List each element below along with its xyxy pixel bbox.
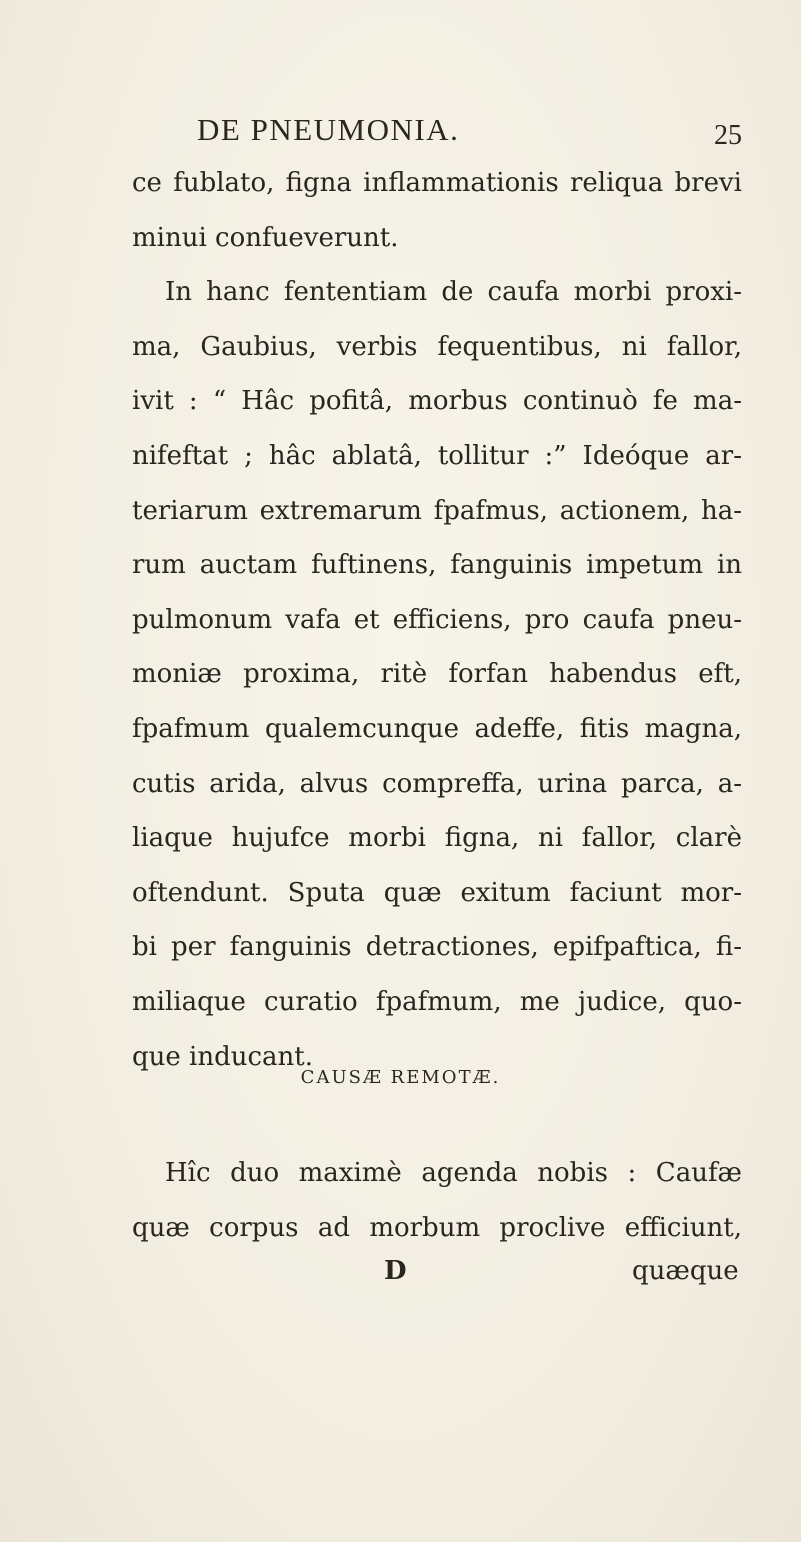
text-line: In hanc fententiam de caufa morbi proxi- [165,277,742,308]
section-heading: CAUSÆ REMOTÆ. [300,1067,501,1088]
section-paragraph [132,1146,742,1255]
text-line: ivit : “ Hâc pofitâ, morbus continuò fe ma- [132,386,742,417]
text-line: quæ corpus ad morbum proclive efficiunt, [132,1212,742,1243]
catchword: quæque [632,1256,739,1286]
text-line: moniæ proxima, ritè forfan habendus eft, [132,659,742,690]
text-line: liaque hujufce morbi figna, ni fallor, clarè [132,823,742,854]
text-line: que inducant. [132,1041,314,1072]
text-line: Hîc duo maximè agenda nobis : Caufæ [165,1158,742,1188]
text-line: cutis arida, alvus compreffa, urina parca, a- [132,768,742,799]
text-line: minui confueverunt. [132,222,399,253]
page-header [0,112,801,152]
text-line: fpafmum qualemcunque adeffe, fitis magna, [132,713,742,744]
signature-mark: D [384,1256,407,1286]
text-line: pulmonum vafa et efficiens, pro caufa pneu- [132,604,742,635]
text-line: nifeftat ; hâc ablatâ, tollitur :” Ideóque ar- [132,440,742,471]
text-line: bi per fanguinis detractiones, epifpaftica, fi- [132,932,742,963]
text-line: rum auctam fuftinens, fanguinis impetum in [132,550,742,581]
text-line: ma, Gaubius, verbis fequentibus, ni fallor, [132,331,742,362]
text-line: oftendunt. Sputa quæ exitum faciunt mor- [132,877,742,908]
text-line: miliaque curatio fpafmum, me judice, quo- [132,986,742,1017]
running-head: DE PNEUMONIA. [197,112,460,147]
text-line: teriarum extremarum fpafmus, actionem, ha- [132,495,742,526]
page-footer [0,1256,801,1296]
text-line: ce fublato, figna inflammationis reliqua brevi [132,168,742,198]
page-number: 25 [714,120,742,151]
main-paragraphs [132,156,742,1084]
